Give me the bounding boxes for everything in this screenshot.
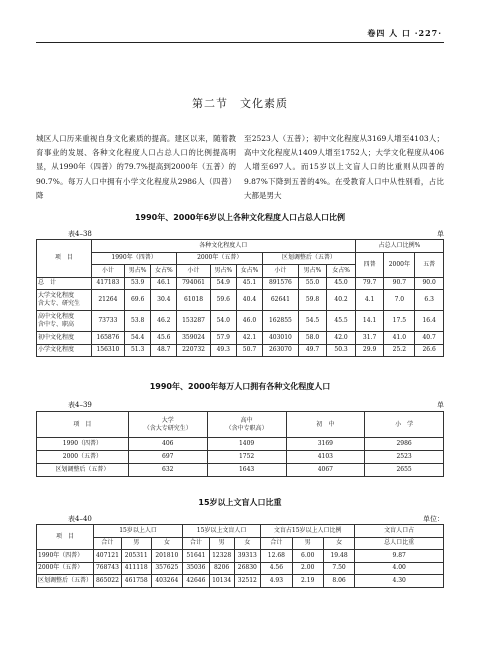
table1-cell: 51.3 bbox=[125, 344, 151, 357]
table2-cell: 697 bbox=[128, 451, 207, 464]
table2-cell: 406 bbox=[128, 438, 207, 451]
table1-cell: 45.0 bbox=[327, 277, 356, 290]
table3-col-header: 男 bbox=[292, 537, 323, 550]
table3-row-label: 2000年（五普） bbox=[37, 562, 94, 575]
table2-col-header: 小 学 bbox=[365, 412, 444, 438]
table2-row bbox=[37, 438, 444, 451]
table3-title: 15岁以上文盲人口比重 bbox=[198, 498, 282, 507]
table1-cell: 49.7 bbox=[298, 344, 327, 357]
table3-row-label: 区划调整后（五普） bbox=[37, 575, 94, 588]
table1-row bbox=[37, 277, 444, 290]
table1-cell: 359024 bbox=[177, 332, 210, 345]
table3-item-header: 项 目 bbox=[37, 525, 94, 550]
table1-col-header: 女占% bbox=[151, 265, 177, 278]
table1-cell: 220732 bbox=[177, 344, 210, 357]
table1-cell: 48.7 bbox=[151, 344, 177, 357]
table1-cell: 891576 bbox=[263, 277, 299, 290]
table3-cell: 8206 bbox=[209, 562, 234, 575]
table1-row-label: 大学文化程度 含大专、研究生 bbox=[37, 290, 92, 311]
table1-cell: 53.9 bbox=[125, 277, 151, 290]
table2-row-label: 区划调整后（五普） bbox=[37, 464, 129, 477]
table1-cell: 59.6 bbox=[210, 290, 236, 311]
table3 bbox=[36, 524, 444, 588]
header-chapter-page: 卷四 人 口 ·227· bbox=[367, 28, 442, 38]
table1-row-label: 高中文化程度 含中专、职高 bbox=[37, 311, 92, 332]
table2-unit: 单 bbox=[437, 401, 444, 409]
table2-cell: 4103 bbox=[286, 451, 365, 464]
table1-cell: 55.0 bbox=[298, 277, 327, 290]
table3-cell: 4.00 bbox=[355, 562, 444, 575]
body-column-left bbox=[36, 132, 244, 203]
table3-col-header: 女 bbox=[323, 537, 354, 550]
table3-cell: 12.68 bbox=[261, 550, 292, 563]
table3-col-header: 男 bbox=[209, 537, 234, 550]
table3-cell: 32512 bbox=[234, 575, 261, 588]
table1-row-label: 初中文化程度 bbox=[37, 332, 92, 345]
table3-cell: 2.19 bbox=[292, 575, 323, 588]
table3-cell: 42646 bbox=[183, 575, 210, 588]
table2-cell: 632 bbox=[128, 464, 207, 477]
table1-cell: 69.6 bbox=[125, 290, 151, 311]
table3-cell: 26830 bbox=[234, 562, 261, 575]
table1-cell: 50.3 bbox=[327, 344, 356, 357]
table3-row bbox=[37, 562, 444, 575]
table3-cell: 35036 bbox=[183, 562, 210, 575]
table1-cell: 50.7 bbox=[236, 344, 262, 357]
table1-cell: 46.2 bbox=[151, 311, 177, 332]
table3-cell: 403264 bbox=[151, 575, 183, 588]
table1-cell: 31.7 bbox=[355, 332, 384, 345]
table1-cell: 16.4 bbox=[415, 311, 444, 332]
table1-cell: 417183 bbox=[91, 277, 124, 290]
table3-col-header: 女 bbox=[234, 537, 261, 550]
table1-col-header: 小计 bbox=[91, 265, 124, 278]
table1-cell: 45.5 bbox=[327, 311, 356, 332]
table3-number: 表4–40 bbox=[68, 515, 92, 523]
table1-cell: 59.8 bbox=[298, 290, 327, 311]
table1-cell: 29.9 bbox=[355, 344, 384, 357]
table1-cell: 403010 bbox=[263, 332, 299, 345]
table2-cell: 2523 bbox=[365, 451, 444, 464]
table1-number: 表4–38 bbox=[68, 230, 92, 238]
table3-cell: 19.48 bbox=[323, 550, 354, 563]
table3-cell: 2.00 bbox=[292, 562, 323, 575]
table2-row bbox=[37, 451, 444, 464]
table1-col-header: 小计 bbox=[177, 265, 210, 278]
table3-cell: 357625 bbox=[151, 562, 183, 575]
table2-col-header: 初 中 bbox=[286, 412, 365, 438]
table1-cell: 79.7 bbox=[355, 277, 384, 290]
table1-title: 1990年、2000年6岁以上各种文化程度人口占总人口比例 bbox=[134, 213, 346, 222]
table3-cell: 205311 bbox=[121, 550, 151, 563]
table1-cell: 40.7 bbox=[415, 332, 444, 345]
running-header bbox=[36, 28, 444, 43]
table3-cell: 7.50 bbox=[323, 562, 354, 575]
table3-unit: 单位： bbox=[423, 515, 444, 523]
table1-col-header: 男占% bbox=[125, 265, 151, 278]
table3-col-header: 男 bbox=[121, 537, 151, 550]
table1-cell: 46.1 bbox=[151, 277, 177, 290]
table2-cell: 4067 bbox=[286, 464, 365, 477]
table2-col-header: 大学 （含大专研究生） bbox=[128, 412, 207, 438]
table1-cell: 794061 bbox=[177, 277, 210, 290]
table3-group: 15岁以上文盲人口 bbox=[183, 525, 261, 538]
table1-col-header: 女占% bbox=[327, 265, 356, 278]
table3-cell: 4.93 bbox=[261, 575, 292, 588]
table1-cell: 41.0 bbox=[384, 332, 415, 345]
table1-cell: 6.3 bbox=[415, 290, 444, 311]
table2-cell: 1409 bbox=[207, 438, 286, 451]
table1-cell: 21264 bbox=[91, 290, 124, 311]
table1-row bbox=[37, 311, 444, 332]
table1-cell: 53.8 bbox=[125, 311, 151, 332]
table3-row-label: 1990年（四普） bbox=[37, 550, 94, 563]
table1-group-main: 各种文化程度人口 bbox=[91, 240, 355, 253]
table3-group: 15岁以上人口 bbox=[94, 525, 183, 538]
table1-subgroup: 1990年（四普） bbox=[91, 252, 177, 265]
table1-cell: 73733 bbox=[91, 311, 124, 332]
table1-subgroup: 区划调整后（五普） bbox=[263, 252, 356, 265]
table2 bbox=[36, 411, 444, 477]
table1-cell: 54.9 bbox=[210, 277, 236, 290]
table1-row bbox=[37, 332, 444, 345]
table2-cell: 1752 bbox=[207, 451, 286, 464]
table1-cell: 45.1 bbox=[236, 277, 262, 290]
table3-cell: 865022 bbox=[94, 575, 122, 588]
table3-col-header: 合计 bbox=[94, 537, 122, 550]
table1-row-label: 小学文化程度 bbox=[37, 344, 92, 357]
table3-cell: 768743 bbox=[94, 562, 122, 575]
table1-cell: 26.6 bbox=[415, 344, 444, 357]
table1-col-header: 男占% bbox=[210, 265, 236, 278]
table1-row-label: 总 计 bbox=[37, 277, 92, 290]
table1-cell: 165876 bbox=[91, 332, 124, 345]
table1-cell: 54.5 bbox=[298, 311, 327, 332]
paragraph-left: 城区人口历来重视自身文化素质的提高。建区以来，随着教育事业的发展、各种文化程度人口占总人口的比例提高明显，从1990年（四普）的79.7%提高到2000年（五普）的 90.7%。每万人口中拥有小学文化程度从2986人（四普）降 bbox=[36, 134, 244, 200]
table3-cell: 10134 bbox=[209, 575, 234, 588]
table1-cell: 90.0 bbox=[415, 277, 444, 290]
table1-cell: 54.0 bbox=[210, 311, 236, 332]
table1-ratio-col: 四普 bbox=[355, 252, 384, 277]
table1-col-header: 男占% bbox=[298, 265, 327, 278]
table3-cell: 4.30 bbox=[355, 575, 444, 588]
table1-cell: 40.2 bbox=[327, 290, 356, 311]
table3-row bbox=[37, 575, 444, 588]
table1-cell: 40.4 bbox=[236, 290, 262, 311]
table1-cell: 25.2 bbox=[384, 344, 415, 357]
table1-cell: 45.6 bbox=[151, 332, 177, 345]
paragraph-right: 至2523人（五普）；初中文化程度从3169人增至4103人；高中文化程度从1409人增至1752人；大学文化程度从406人增至697人。而15岁以上文盲人口的比重则从四普的 9.87%下降到五普的4%。在受教育人口中从性别看，占比大都是男大 bbox=[244, 134, 459, 200]
table1-row bbox=[37, 344, 444, 357]
table2-row-label: 2000（五普） bbox=[37, 451, 129, 464]
table2-cell: 3169 bbox=[286, 438, 365, 451]
table2-row bbox=[37, 464, 444, 477]
table3-row bbox=[37, 550, 444, 563]
table1-cell: 90.7 bbox=[384, 277, 415, 290]
table3-cell: 39313 bbox=[234, 550, 261, 563]
table1-cell: 14.1 bbox=[355, 311, 384, 332]
table2-row-label: 1990（四普） bbox=[37, 438, 129, 451]
table1-cell: 4.1 bbox=[355, 290, 384, 311]
table1-cell: 57.9 bbox=[210, 332, 236, 345]
table3-col-header: 总人口比重 bbox=[355, 537, 444, 550]
table3-group: 文盲占15岁以上人口比例 bbox=[261, 525, 355, 538]
table3-cell: 9.87 bbox=[355, 550, 444, 563]
table3-cell: 4.56 bbox=[261, 562, 292, 575]
table2-title: 1990年、2000年每万人口拥有各种文化程度人口 bbox=[149, 382, 331, 391]
table3-col-header: 女 bbox=[151, 537, 183, 550]
table2-cell: 1643 bbox=[207, 464, 286, 477]
table1-cell: 46.0 bbox=[236, 311, 262, 332]
table1 bbox=[36, 239, 444, 357]
table1-cell: 30.4 bbox=[151, 290, 177, 311]
table1-ratio-col: 五普 bbox=[415, 252, 444, 277]
table1-cell: 153287 bbox=[177, 311, 210, 332]
table2-cell: 2986 bbox=[365, 438, 444, 451]
table1-cell: 7.0 bbox=[384, 290, 415, 311]
table1-cell: 17.5 bbox=[384, 311, 415, 332]
table1-cell: 54.4 bbox=[125, 332, 151, 345]
table3-cell: 201810 bbox=[151, 550, 183, 563]
table3-cell: 411118 bbox=[121, 562, 151, 575]
table2-item-header: 项 目 bbox=[37, 412, 129, 438]
table3-cell: 12328 bbox=[209, 550, 234, 563]
table2-col-header: 高中 （含中专职高） bbox=[207, 412, 286, 438]
table1-item-header: 项 目 bbox=[37, 240, 92, 278]
table1-cell: 156310 bbox=[91, 344, 124, 357]
table3-cell: 407121 bbox=[94, 550, 122, 563]
body-column-right bbox=[244, 132, 459, 203]
table1-group-ratio: 占总人口比例% bbox=[355, 240, 443, 253]
table1-cell: 42.0 bbox=[327, 332, 356, 345]
table1-cell: 162855 bbox=[263, 311, 299, 332]
table3-col-header: 合计 bbox=[261, 537, 292, 550]
table3-cell: 6.00 bbox=[292, 550, 323, 563]
table1-col-header: 小计 bbox=[263, 265, 299, 278]
table1-ratio-col: 2000年 bbox=[384, 252, 415, 277]
table1-cell: 58.0 bbox=[298, 332, 327, 345]
table1-subgroup: 2000年（五普） bbox=[177, 252, 263, 265]
table3-cell: 461758 bbox=[121, 575, 151, 588]
table1-cell: 62641 bbox=[263, 290, 299, 311]
table1-col-header: 女占% bbox=[236, 265, 262, 278]
table1-unit: 单 bbox=[437, 230, 444, 238]
table3-group: 文盲人口占 bbox=[355, 525, 444, 538]
table1-cell: 42.1 bbox=[236, 332, 262, 345]
table3-cell: 8.06 bbox=[323, 575, 354, 588]
table2-number: 表4–39 bbox=[68, 401, 92, 409]
table1-cell: 61018 bbox=[177, 290, 210, 311]
table2-cell: 2655 bbox=[365, 464, 444, 477]
table1-cell: 49.3 bbox=[210, 344, 236, 357]
table1-row bbox=[37, 290, 444, 311]
section-title: 第二节 文化素质 bbox=[192, 97, 288, 110]
table3-cell: 51641 bbox=[183, 550, 210, 563]
table3-col-header: 合计 bbox=[183, 537, 210, 550]
table1-cell: 263070 bbox=[263, 344, 299, 357]
